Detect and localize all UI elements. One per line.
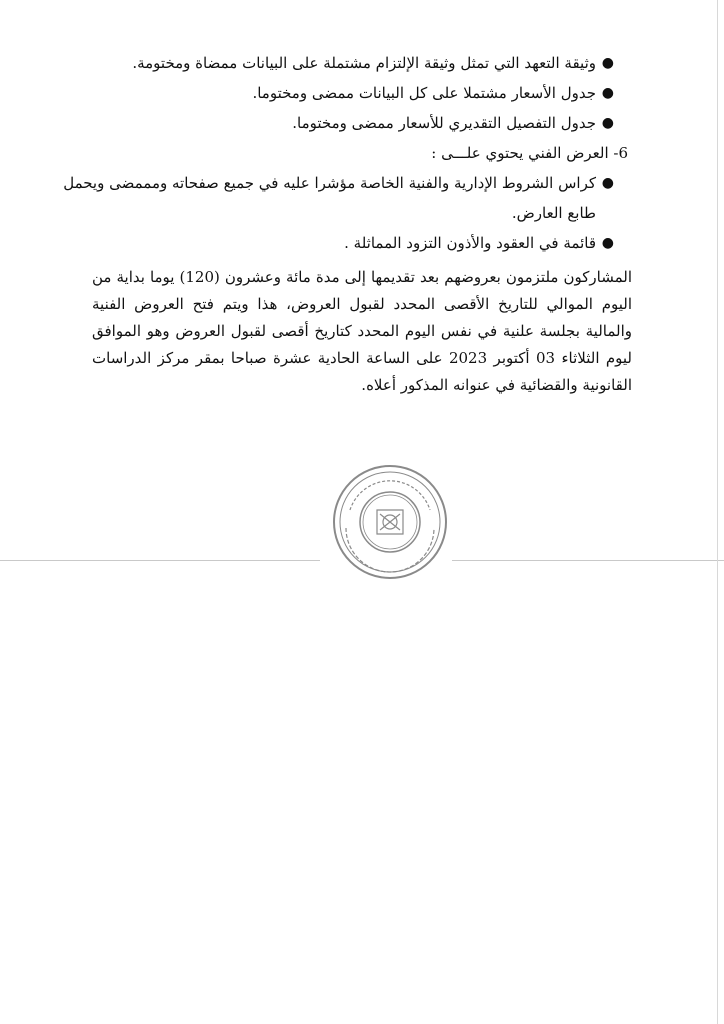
list-item-text: جدول التفصيل التقديري للأسعار ممضى ومختوما.	[292, 114, 596, 132]
list-item	[63, 168, 614, 198]
bullet-dot-icon: ●	[601, 85, 614, 101]
section-heading: 6- العرض الفني يحتوي علـــى :	[431, 144, 628, 162]
list-item-continuation: طابع العارض.	[511, 204, 596, 222]
list-item-text: قائمة في العقود والأذون التزود المماثلة .	[344, 234, 596, 252]
page-edge	[717, 0, 718, 1024]
bullet-dot-icon: ●	[601, 115, 614, 131]
list-item-text: وثيقة التعهد التي تمثل وثيقة الإلتزام مشتملة على البيانات ممضاة ومختومة.	[132, 54, 596, 72]
list-item	[92, 78, 614, 108]
bullet-dot-icon: ●	[601, 55, 614, 71]
commitment-paragraph: المشاركون ملتزمون بعروضهم بعد تقديمها إلى مدة مائة وعشرون (120) يوما بداية من اليوم الموالي للتاريخ الأقصى المحدد لقبول العروض، هذا ويتم فتح العروض الفنية والمالية بجلسة علنية في نفس اليوم المحدد كتاريخ أقصى لقبول العروض وهو الموافق ليوم الثلاثاء 03 أكتوبر 2023 على الساعة الحادية عشرة صباحا بمقر مركز الدراسات القانونية والقضائية في عنوانه المذكور أعلاه.	[92, 268, 633, 394]
divider-right	[452, 560, 724, 561]
list-item	[92, 48, 614, 78]
bullet-dot-icon: ●	[601, 175, 614, 191]
list-item-text: جدول الأسعار مشتملا على كل البيانات ممضى ومختوما.	[252, 84, 596, 102]
list-item-text: كراس الشروط الإدارية والفنية الخاصة مؤشرا عليه في جميع صفحاته ومممضى ويحمل	[63, 174, 596, 192]
divider-left	[0, 560, 320, 561]
list-item	[92, 228, 614, 258]
bullet-dot-icon: ●	[601, 235, 614, 251]
official-seal-icon	[330, 462, 450, 582]
list-item	[92, 108, 614, 138]
document-body	[63, 48, 633, 399]
